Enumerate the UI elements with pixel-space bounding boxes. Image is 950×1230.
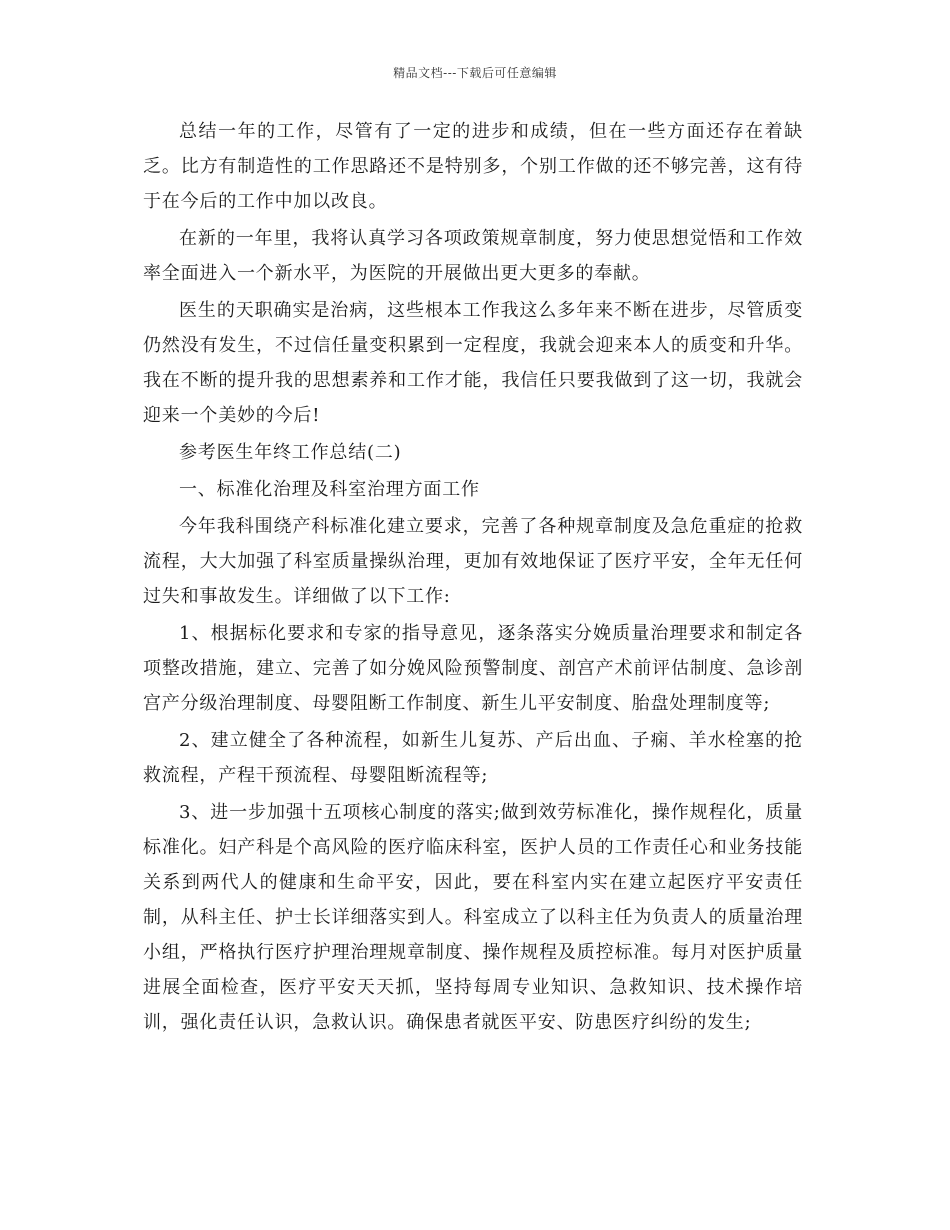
paragraph-summary: 总结一年的工作，尽管有了一定的进步和成绩，但在一些方面还存在着缺乏。比方有制造性的工作思路还不是特别多，个别工作做的还不够完善，这有待于在今后的工作中加以改良。 bbox=[143, 121, 803, 212]
paragraph-doctor-duty: 医生的天职确实是治病，这些根本工作我这么多年来不断在进步，尽管质变仍然没有发生，不过信任量变积累到一定程度，我就会迎来本人的质变和升华。我在不断的提升我的思想素养和工作才能，我信任只要我做到了这一切，我就会迎来一个美妙的今后! bbox=[143, 300, 803, 426]
document-body bbox=[143, 114, 803, 1042]
paragraph-new-year: 在新的一年里，我将认真学习各项政策规章制度，努力使思想觉悟和工作效率全面进入一个新水平，为医院的开展做出更大更多的奉献。 bbox=[143, 228, 803, 284]
page-header: 精品文档---下载后可任意编辑 bbox=[393, 66, 557, 80]
section-title: 参考医生年终工作总结(二) bbox=[179, 442, 402, 463]
list-item-1: 1、根据标化要求和专家的指导意见，逐条落实分娩质量治理要求和制定各项整改措施，建立、完善了如分娩风险预警制度、剖宫产术前评估制度、急诊剖宫产分级治理制度、母婴阻断工作制度、新生儿平安制度、胎盘处理制度等; bbox=[143, 623, 803, 714]
paragraph-standardization: 今年我科围绕产科标准化建立要求，完善了各种规章制度及急危重症的抢救流程，大大加强了科室质量操纵治理，更加有效地保证了医疗平安，全年无任何过失和事故发生。详细做了以下工作: bbox=[143, 516, 803, 607]
section-heading: 一、标准化治理及科室治理方面工作 bbox=[179, 479, 480, 500]
list-item-3: 3、进一步加强十五项核心制度的落实;做到效劳标准化，操作规程化，质量标准化。妇产科是个高风险的医疗临床科室，医护人员的工作责任心和业务技能关系到两代人的健康和生命平安，因此，要在科室内实在建立起医疗平安责任制，从科主任、护士长详细落实到人。科室成立了以科主任为负责人的质量治理小组，严格执行医疗护理治理规章制度、操作规程及质控标准。每月对医护质量进展全面检查，医疗平安天天抓，坚持每周专业知识、急救知识、技术操作培训，强化责任认识，急救认识。确保患者就医平安、防患医疗纠纷的发生; bbox=[143, 802, 803, 1033]
list-item-2: 2、建立健全了各种流程，如新生儿复苏、产后出血、子痫、羊水栓塞的抢救流程，产程干预流程、母婴阻断流程等; bbox=[143, 730, 803, 786]
